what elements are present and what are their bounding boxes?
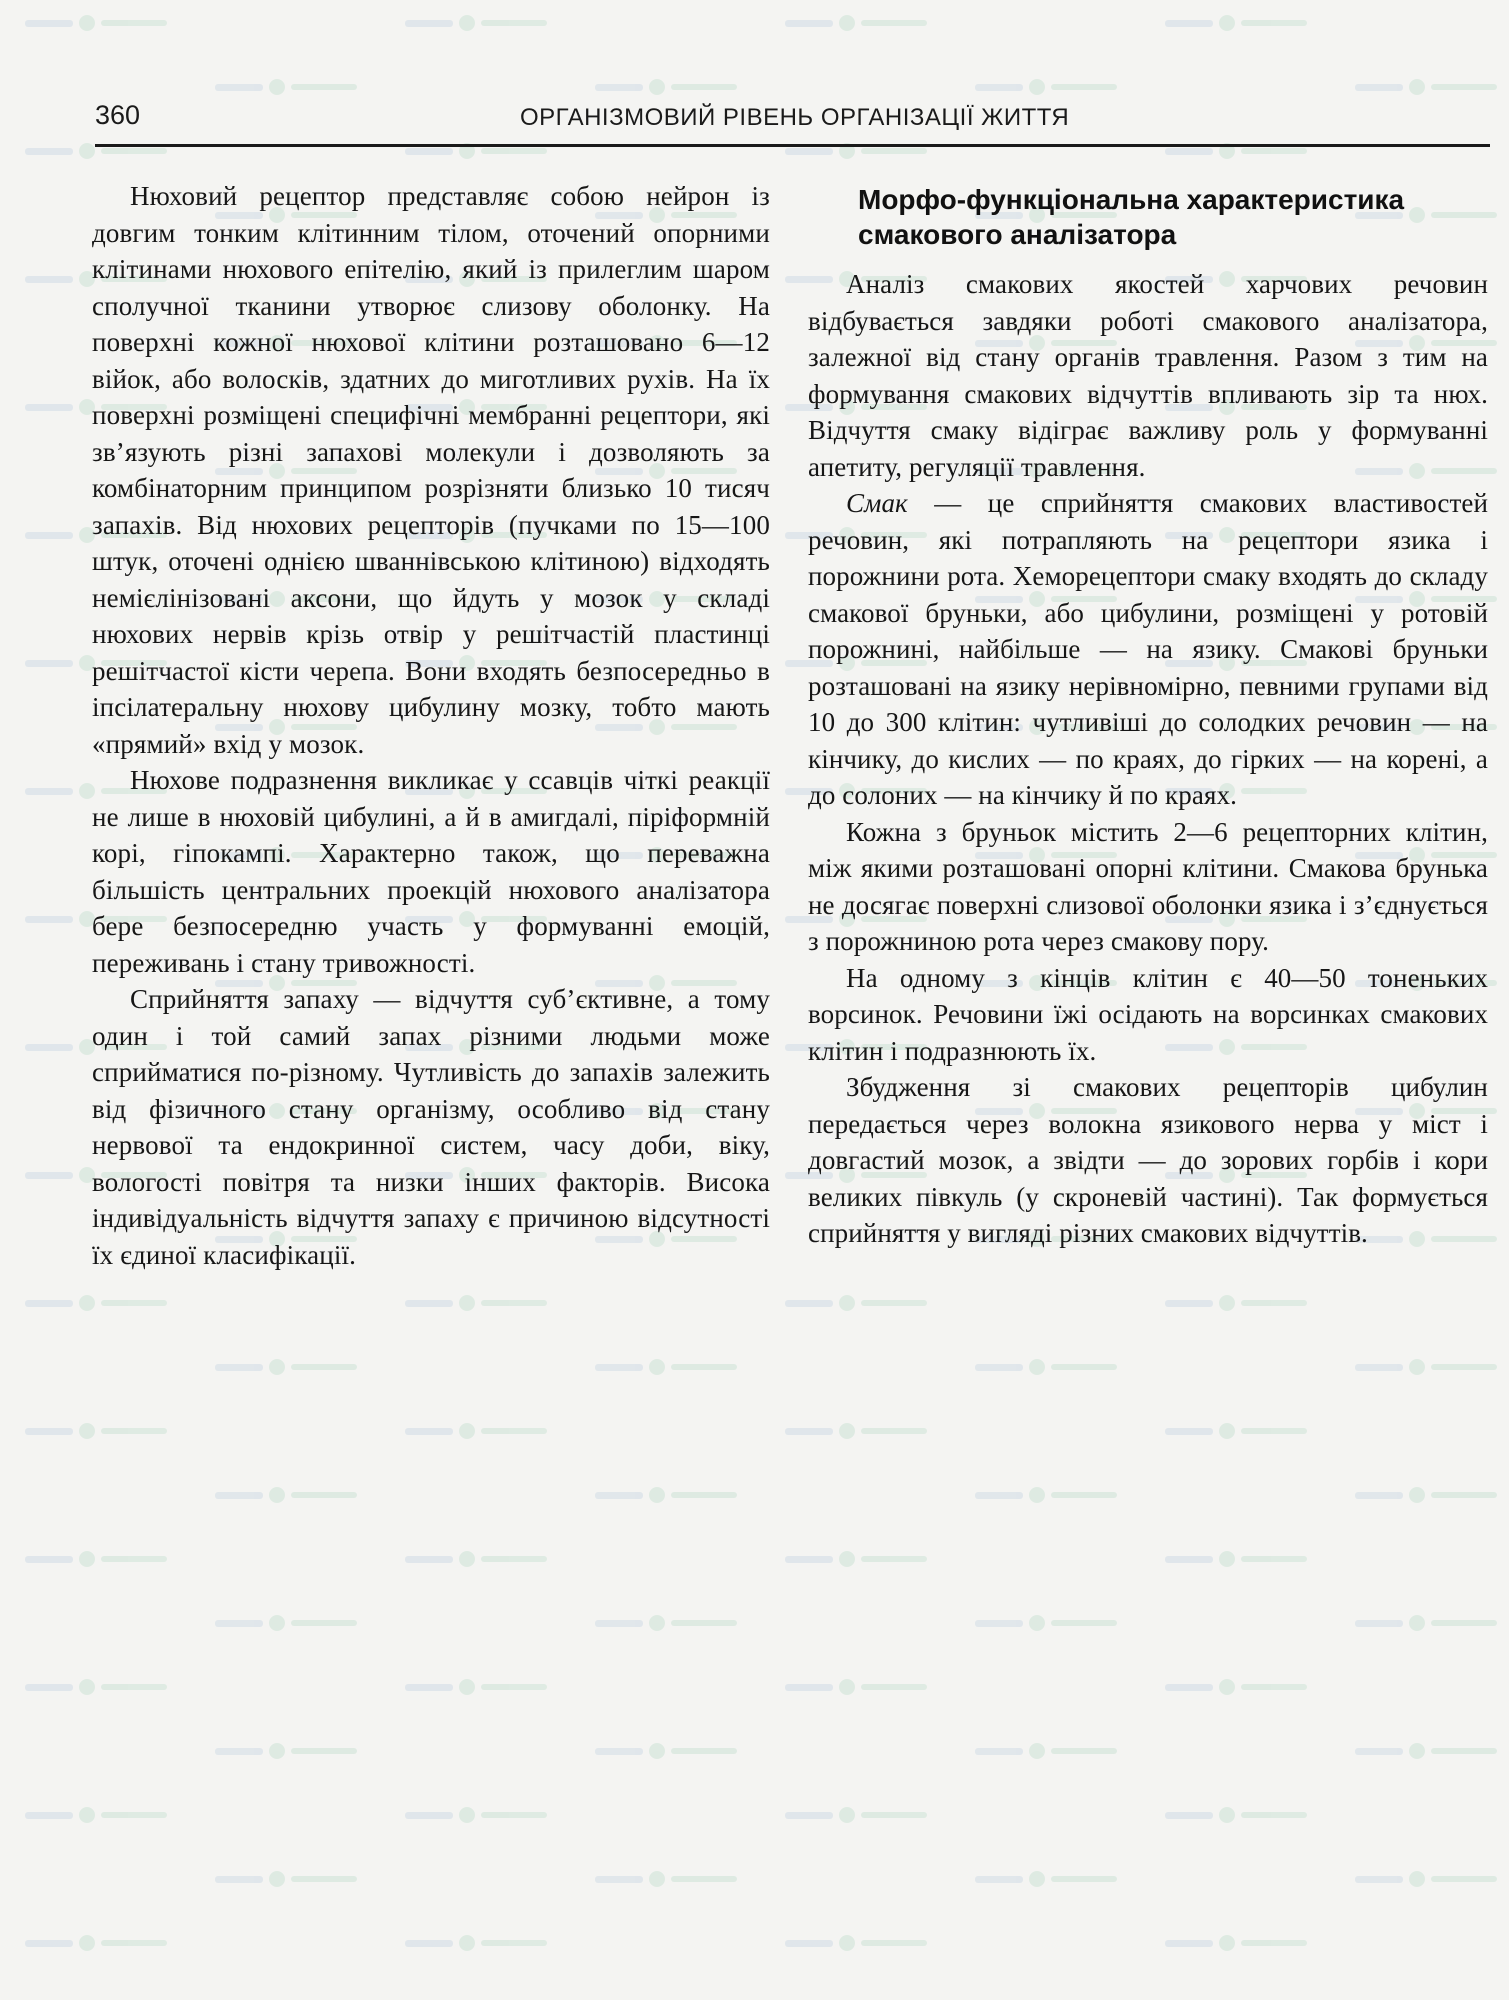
left-column [92,178,770,1273]
paragraph-taste-definition [808,485,1488,814]
watermark-mark [595,1615,737,1631]
watermark-mark [405,1551,547,1567]
watermark-mark [785,15,927,31]
watermark-mark [25,1807,167,1823]
watermark-mark [785,1551,927,1567]
watermark-mark [975,1359,1117,1375]
watermark-mark [405,1807,547,1823]
watermark-mark [1165,1935,1307,1951]
watermark-mark [1165,1295,1307,1311]
watermark-mark [405,1295,547,1311]
watermark-mark [1165,15,1307,31]
watermark-mark [215,1487,357,1503]
watermark-mark [405,1935,547,1951]
watermark-mark [785,1295,927,1311]
watermark-mark [595,1743,737,1759]
watermark-mark [1355,79,1497,95]
watermark-mark [1355,1359,1497,1375]
watermark-mark [1165,1551,1307,1567]
page-number: 360 [95,100,141,130]
watermark-mark [25,1935,167,1951]
watermark-mark [975,79,1117,95]
watermark-mark [1165,1423,1307,1439]
watermark-mark [975,1487,1117,1503]
watermark-mark [1355,1615,1497,1631]
taste-definition-text: — це сприйняття смакових властивостей речовин, які потрапляють на рецептори язика і порожнини рота. Хеморецептори смаку входять до складу смакової бруньки, або цибулини, розміщені у ротовій порожнині, найбільше — на язику. Смакові бруньки розташовані на язику нерівномірно, певними групами від 10 до 300 клітин: чутливіші до солодких речовин — на кінчику, до кислих — по краях, до гірких — на корені, а до солоних — на кінчику й по краях. [808,488,1488,810]
watermark-mark [25,1551,167,1567]
running-title: ОРГАНІЗМОВИЙ РІВЕНЬ ОРГАНІЗАЦІЇ ЖИТТЯ [520,104,1070,131]
watermark-mark [215,1871,357,1887]
paragraph-olfactory-receptor: Нюховий рецептор представляє собою нейрон із довгим тонким клітинним тілом, оточений опорними клітинами нюхового епітелію, який із прилеглим шаром сполучної тканини утворює слизову оболонку. На поверхні кожної нюхової клітини розташовано 6—12 війок, або волосків, здатних до миготливих рухів. На їх поверхні розміщені специфічні мембранні рецептори, які зв’язують різні запахові молекули і дозволяють за комбінаторним принципом розрізняти близько 10 тисяч запахів. Від нюхових рецепторів (пучками по 15—100 штук, оточені однією шваннівською клітиною) відходять немієлінізовані аксони, що йдуть у мозок у складі нюхових нервів крізь отвір у решітчастій пластинці решітчастої кісти черепа. Вони входять безпосередньо в іпсілатеральну нюхову цибулину мозку, тобто мають «прямий» вхід у мозок. [92,181,770,759]
watermark-mark [1355,1871,1497,1887]
watermark-mark [215,1359,357,1375]
watermark-mark [25,15,167,31]
watermark-mark [25,1679,167,1695]
paragraph-olfactory-reactions: Нюхове подразнення викликає у ссавців чіткі реакції не лише в нюховій цибулині, а й в амигдалі, піріформній корі, гіпокампі. Характерно також, що переважна більшість центральних проекцій нюхового аналізатора бере безпосередню участь у формуванні емоцій, переживань і стану тривожності. [92,765,770,978]
right-column [808,178,1488,1252]
page-header [95,96,1490,147]
watermark-mark [595,1487,737,1503]
watermark-mark [405,1679,547,1695]
watermark-mark [405,1423,547,1439]
paragraph-taste-buds: Кожна з бруньок містить 2—6 рецепторних клітин, між якими розташовані опорні клітини. Смакова брунька не досягає поверхні слизової оболонки язика і з’єднується з порожниною рота через смакову пору. [808,816,1488,956]
watermark-mark [595,1359,737,1375]
watermark-mark [25,1423,167,1439]
watermark-mark [785,1423,927,1439]
paragraph-microvilli: На одному з кінців клітин є 40—50 тоненьких ворсинок. Речовини їжі осідають на ворсинках смакових клітин і подразнюють їх. [808,962,1488,1066]
watermark-mark [215,1743,357,1759]
section-heading: Морфо-функціональна характеристика смакового аналізатора [858,184,1405,250]
watermark-mark [215,1615,357,1631]
watermark-mark [785,1935,927,1951]
watermark-mark [405,15,547,31]
watermark-mark [785,1679,927,1695]
watermark-mark [215,79,357,95]
watermark-mark [1355,1487,1497,1503]
watermark-mark [975,1615,1117,1631]
watermark-mark [25,1295,167,1311]
watermark-mark [1355,1743,1497,1759]
watermark-mark [975,1871,1117,1887]
watermark-mark [595,79,737,95]
paragraph-smell-perception: Сприйняття запаху — відчуття суб’єктивне, а тому один і той самий запах різними людьми може сприйматися по-різному. Чутливість до запахів залежить від фізичного стану організму, особливо від стану нервової та ендокринної систем, часу доби, віку, вологості повітря та низки інших факторів. Висока індивідуальність відчуття запаху є причиною відсутності їх єдиної класифікації. [92,984,770,1270]
taste-term: Смак [846,488,908,518]
watermark-mark [1165,1679,1307,1695]
watermark-mark [975,1743,1117,1759]
paragraph-taste-pathway: Збудження зі смакових рецепторів цибулин передається через волокна язикового нерва у міст і довгастий мозок, а звідти — до зорових горбів і кори великих півкуль (у скроневій частині). Так формується сприйняття у вигляді різних смакових відчуттів. [808,1072,1488,1248]
paragraph-taste-analysis: Аналіз смакових якостей харчових речовин відбувається завдяки роботі смакового аналізатора, залежної від стану органів травлення. Разом з тим на формування смакових відчуттів впливають зір та нюх. Відчуття смаку відіграє важливу роль у формуванні апетиту, регуляції травлення. [808,269,1488,482]
watermark-mark [785,1807,927,1823]
watermark-mark [595,1871,737,1887]
watermark-mark [1165,1807,1307,1823]
